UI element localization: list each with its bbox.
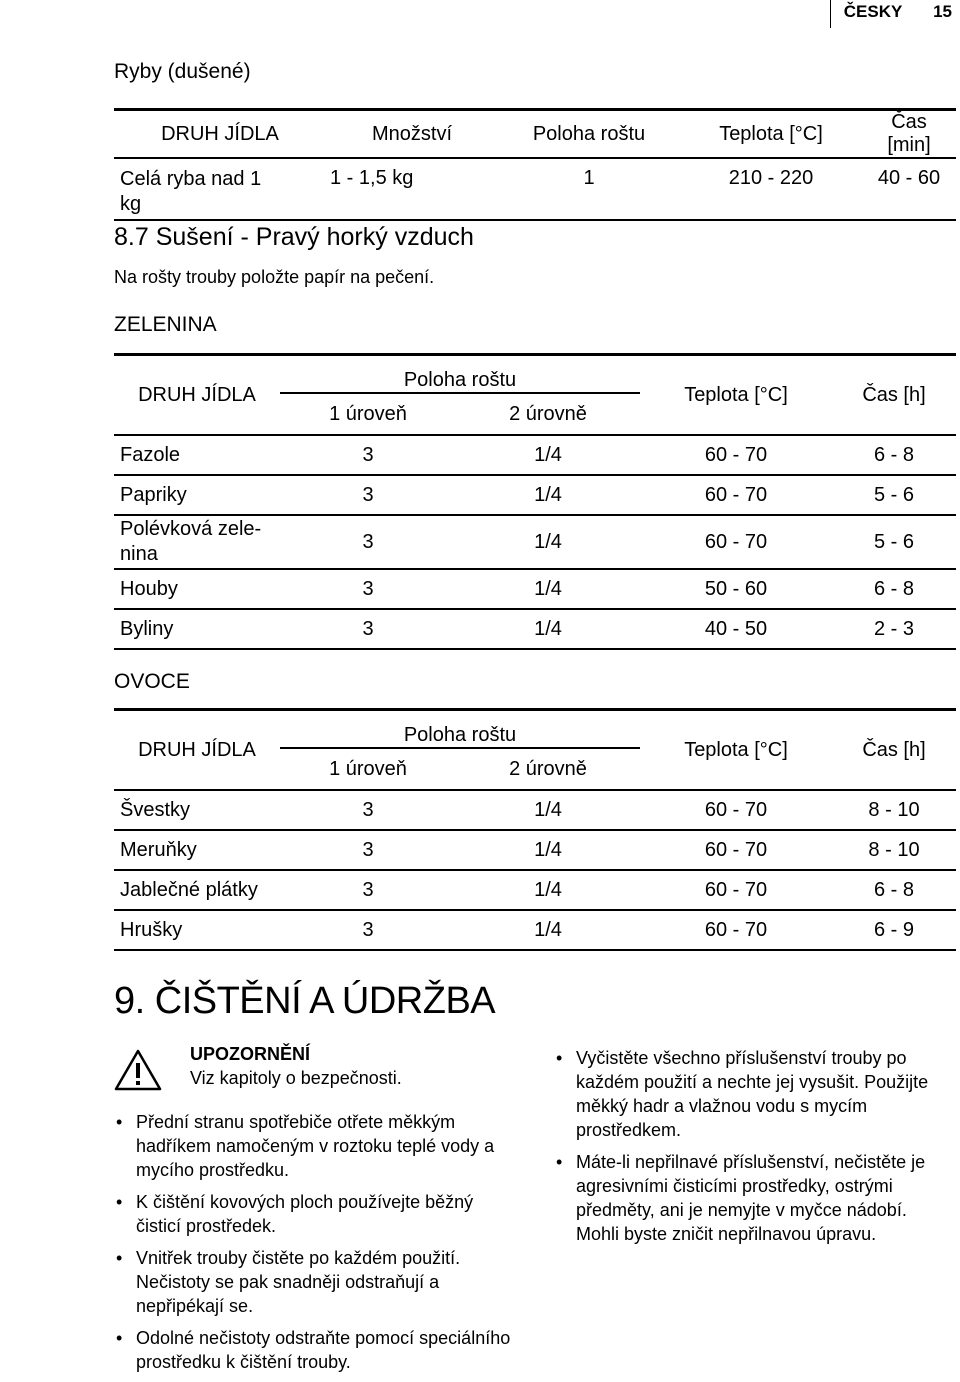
warning-text: Viz kapitoly o bezpečnosti. <box>190 1068 402 1088</box>
shelf-cell: 1 <box>498 158 680 220</box>
temp-cell: 60 - 70 <box>704 918 768 941</box>
level1-cell: 3 <box>280 870 456 910</box>
temp-cell: 50 - 60 <box>640 569 832 609</box>
table-row <box>114 569 956 609</box>
warning-title: UPOZORNĚNÍ <box>190 1044 311 1064</box>
time-cell: 8 - 10 <box>832 790 956 830</box>
time-cell: 5 - 6 <box>832 475 956 515</box>
cleaning-section-title: 9. ČIŠTĚNÍ A ÚDRŽBA <box>114 980 496 1022</box>
cleaning-right-list <box>554 1046 954 1246</box>
time-cell: 6 - 8 <box>832 435 956 475</box>
level1-cell: 3 <box>362 918 374 941</box>
table-row <box>114 790 956 830</box>
temp-cell: 60 - 70 <box>640 515 832 569</box>
level2-cell: 1/4 <box>456 569 640 609</box>
col-food: DRUH JÍDLA <box>114 110 326 159</box>
table-row <box>114 475 956 515</box>
language-label: ČESKY <box>843 2 903 21</box>
table-row <box>114 870 956 910</box>
col-time: Čas [h] <box>832 710 956 791</box>
food-cell: Papriky <box>114 475 280 515</box>
cleaning-left-column <box>114 1042 514 1382</box>
level2-cell: 1/4 <box>456 435 640 475</box>
time-cell: 6 - 8 <box>832 569 956 609</box>
food-cell: Celá ryba nad 1 kg <box>114 158 326 220</box>
col-shelf: Poloha roštu <box>498 110 680 159</box>
drying-note: Na rošty trouby položte papír na pečení. <box>114 267 435 287</box>
col-shelf: Poloha roštu <box>280 710 640 749</box>
veg-header-row-1 <box>114 355 956 394</box>
table-row <box>114 158 956 220</box>
table-row <box>114 609 956 649</box>
col-temp: Teplota [°C] <box>680 110 862 159</box>
time-cell: 8 - 10 <box>832 830 956 870</box>
col-temp: Teplota [°C] <box>640 355 832 436</box>
list-item: • Vnitřek trouby čistěte po každém použití. Nečistoty se pak snadněji odstraňují a nepřipékají se. <box>114 1246 514 1318</box>
fish-heading: Ryby (dušené) <box>114 60 251 83</box>
temp-cell: 60 - 70 <box>640 830 832 870</box>
level1-cell: 3 <box>280 475 456 515</box>
cleaning-left-list <box>114 1110 514 1374</box>
level1-cell: 3 <box>280 790 456 830</box>
food-cell: Hrušky <box>120 918 183 941</box>
col-food: DRUH JÍDLA <box>114 710 280 791</box>
food-cell: Meruňky <box>114 830 280 870</box>
fish-header-row <box>114 110 956 159</box>
time-cell: 5 - 6 <box>832 515 956 569</box>
level1-cell: 3 <box>280 830 456 870</box>
level2-cell: 1/4 <box>534 918 562 941</box>
section-number: 8.7 <box>114 223 149 251</box>
time-cell: 40 - 60 <box>862 158 956 220</box>
time-cell: 2 - 3 <box>873 617 915 640</box>
food-cell: Fazole <box>114 435 280 475</box>
col-temp: Teplota [°C] <box>640 710 832 791</box>
list-item: • Vyčistěte všechno příslušenství trouby po každém použití a nechte jej vysušit. Použijte měkký hadr a vlažnou vodu s mycím prostředkem. <box>554 1046 954 1142</box>
food-cell: Švestky <box>114 790 280 830</box>
vegetables-table <box>114 353 956 650</box>
col-food: DRUH JÍDLA <box>114 355 280 436</box>
level1-cell: 3 <box>280 569 456 609</box>
fruit-table <box>114 708 956 951</box>
section-title-text: Sušení - Pravý horký vzduch <box>155 223 474 251</box>
col-time: Čas [h] <box>832 355 956 436</box>
level2-cell: 1/4 <box>456 515 640 569</box>
table-row <box>114 910 956 950</box>
temp-cell: 60 - 70 <box>640 790 832 830</box>
food-cell: Byliny <box>120 617 174 640</box>
warning-triangle-icon <box>114 1048 162 1092</box>
level2-cell: 1/4 <box>456 830 640 870</box>
fruit-header-row-1 <box>114 710 956 749</box>
time-cell: 6 - 8 <box>832 870 956 910</box>
food-cell: Jablečné plátky <box>114 870 280 910</box>
page-number: 15 <box>933 2 952 21</box>
level2-cell: 1/4 <box>534 617 562 640</box>
food-cell: Polévková zele-nina <box>114 515 280 569</box>
cleaning-right-column <box>554 1042 954 1254</box>
table-row <box>114 515 956 569</box>
col-shelf: Poloha roštu <box>280 355 640 394</box>
col-time: Čas [min] <box>862 110 956 159</box>
main-content <box>114 58 956 951</box>
col-level-2: 2 úrovně <box>456 393 640 435</box>
level1-cell: 3 <box>362 617 374 640</box>
col-level-1: 1 úroveň <box>280 393 456 435</box>
level2-cell: 1/4 <box>456 870 640 910</box>
warning-box <box>114 1042 514 1098</box>
drying-section-title <box>114 221 956 253</box>
temp-cell: 60 - 70 <box>640 475 832 515</box>
fish-table <box>114 108 956 221</box>
level2-cell: 1/4 <box>456 475 640 515</box>
temp-cell: 60 - 70 <box>640 435 832 475</box>
food-cell: Houby <box>114 569 280 609</box>
level2-cell: 1/4 <box>456 790 640 830</box>
vegetables-heading: ZELENINA <box>114 313 217 336</box>
page-header <box>844 2 952 22</box>
list-item: • K čištění kovových ploch používejte běžný čisticí prostředek. <box>114 1190 514 1238</box>
temp-cell: 210 - 220 <box>680 158 862 220</box>
col-level-2: 2 úrovně <box>456 748 640 790</box>
temp-cell: 60 - 70 <box>640 870 832 910</box>
table-row <box>114 435 956 475</box>
list-item: • Máte-li nepřilnavé příslušenství, nečistěte je agresivními čisticími prostředky, ostrými předměty, ani je nemyjte v myčce nádobí. Mohli byste zničit nepřilnavou úpravu. <box>554 1150 954 1246</box>
time-cell: 6 - 9 <box>873 918 915 941</box>
col-level-1: 1 úroveň <box>280 748 456 790</box>
amount-cell: 1 - 1,5 kg <box>326 158 498 220</box>
table-row <box>114 830 956 870</box>
list-item: • Přední stranu spotřebiče otřete měkkým hadříkem namočeným v roztoku teplé vody a mycího prostředku. <box>114 1110 514 1182</box>
level1-cell: 3 <box>280 515 456 569</box>
list-item: • Odolné nečistoty odstraňte pomocí speciálního prostředku k čištění trouby. <box>114 1326 514 1374</box>
fruit-heading: OVOCE <box>114 670 190 693</box>
level1-cell: 3 <box>280 435 456 475</box>
temp-cell: 40 - 50 <box>704 617 768 640</box>
col-amount: Množství <box>326 110 498 159</box>
